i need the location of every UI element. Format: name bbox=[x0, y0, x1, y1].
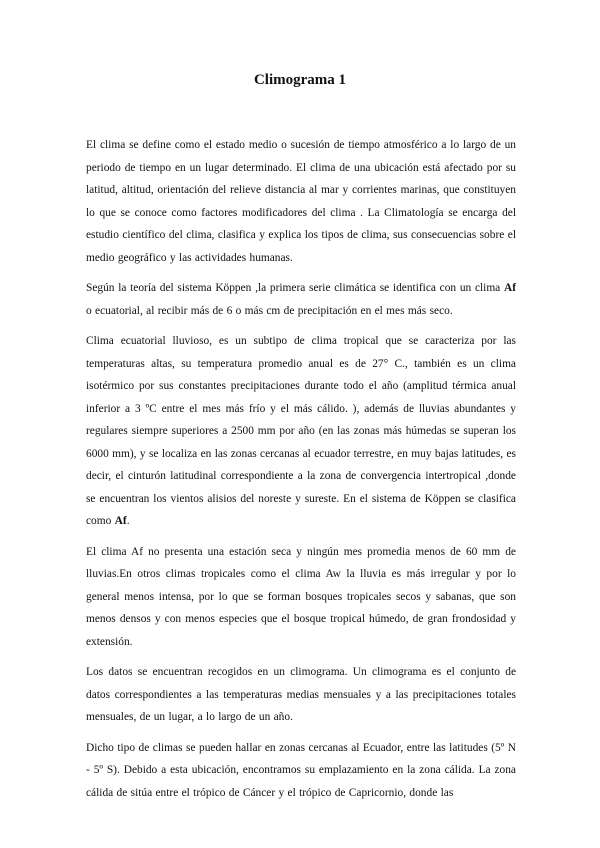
body-paragraph bbox=[86, 737, 516, 805]
paragraph-text: El clima Af no presenta una estación seca y ningún mes promedia menos de 60 mm de lluvias.En otros climas tropicales como el clima Aw la lluvia es más irregular y por lo general menos intensa, por lo que se forman bosques tropicales secos y sabanas, que son menos densos y con menos especies que el bosque tropical húmedo, de gran frondosidad y extensión. bbox=[86, 545, 516, 648]
paragraph-text: Clima ecuatorial lluvioso, es un subtipo de clima tropical que se caracteriza por las temperaturas altas, su temperatura promedio anual es de 27° C., también es un clima isotérmico por sus constantes precipitaciones durante todo el año (amplitud térmica anual inferior a 3 ºC entre el mes más frío y el más cálido. ), además de lluvias abundantes y regulares siempre superiores a 2500 mm por año (en las zonas más húmedas se superan los 6000 mm), y se localiza en las zonas cercanas al ecuador terrestre, en muy bajas latitudes, es decir, el cinturón latitudinal correspondiente a la zona de convergencia intertropical ,donde se encuentran los vientos alisios del noreste y sureste. En el sistema de Köppen se clasifica como bbox=[86, 335, 516, 527]
body-paragraph bbox=[86, 277, 516, 322]
body-paragraph bbox=[86, 661, 516, 729]
paragraph-text: Los datos se encuentran recogidos en un climograma. Un climograma es el conjunto de datos correspondientes a las temperaturas medias mensuales y a las precipitaciones totales mensuales, de un lugar, a lo largo de un año. bbox=[86, 666, 516, 723]
bold-term: Af bbox=[503, 282, 516, 294]
bold-term: Af bbox=[114, 515, 127, 527]
paragraph-text: Dicho tipo de climas se pueden hallar en zonas cercanas al Ecuador, entre las latitudes (5º N - 5º S). Debido a esta ubicación, encontramos su emplazamiento en la zona cálida. La zona cálida de sitúa entre el trópico de Cáncer y el trópico de Capricornio, donde las bbox=[86, 741, 516, 799]
paragraph-text: o ecuatorial, al recibir más de 6 o más cm de precipitación en el mes más seco. bbox=[86, 304, 453, 317]
body-paragraph bbox=[86, 541, 516, 654]
body-paragraph bbox=[86, 330, 516, 533]
document-body bbox=[86, 134, 516, 812]
page-title: Climograma 1 bbox=[253, 72, 347, 88]
paragraph-text: Según la teoría del sistema Köppen ,la primera serie climática se identifica con un clima bbox=[86, 282, 504, 294]
paragraph-text: El clima se define como el estado medio o sucesión de tiempo atmosférico a lo largo de un periodo de tiempo en un lugar determinado. El clima de una ubicación está afectado por su latitud, altitud, orientación del relieve distancia al mar y corrientes marinas, que constituyen lo que se conoce como factores modificadores del clima . La Climatología se encarga del estudio científico del clima, clasifica y explica los tipos de clima, sus consecuencias sobre el medio geográfico y las actividades humanas. bbox=[86, 139, 516, 264]
paragraph-text: . bbox=[126, 515, 130, 527]
body-paragraph bbox=[86, 134, 516, 269]
